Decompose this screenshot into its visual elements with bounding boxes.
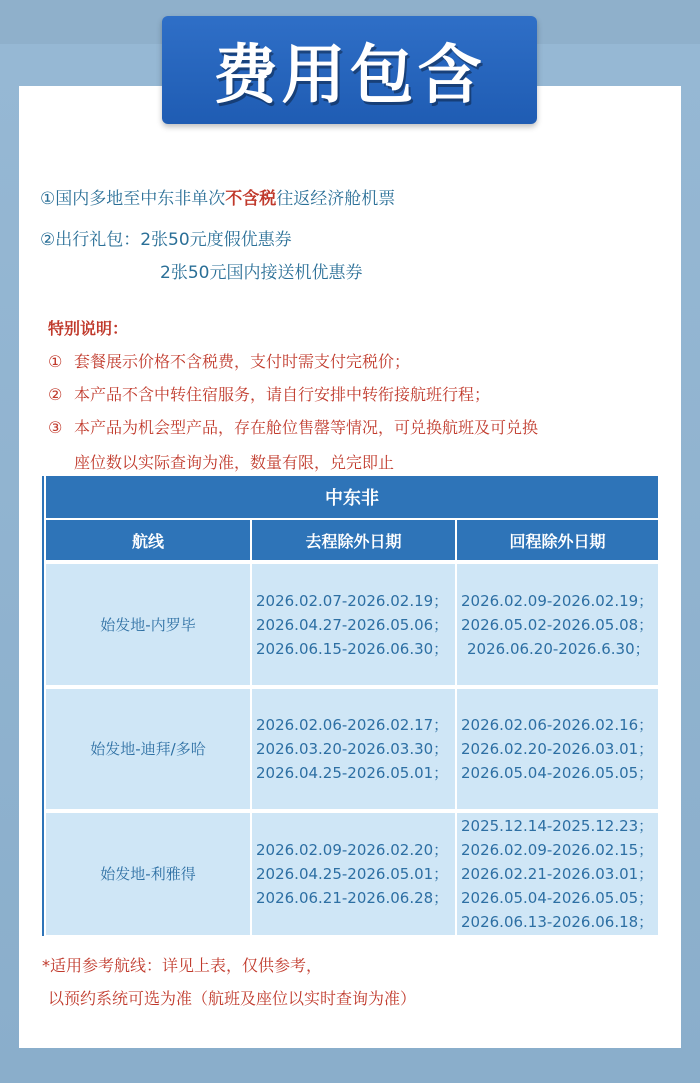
date-range: 2026.02.07-2026.02.19； — [256, 591, 449, 610]
note-text: 套餐展示价格不含税费，支付时需支付完税价； — [74, 352, 411, 371]
table-row-1-route — [46, 564, 250, 685]
route-label: 始发地-迪拜/多哈 — [90, 740, 206, 758]
tax-excluded-highlight: 不含税 — [225, 189, 277, 209]
date-range: 2026.06.20-2026.6.30； — [467, 639, 650, 658]
note-text: 本产品为机会型产品，存在舱位售罄等情况，可兑换航班及可兑换 — [74, 418, 539, 437]
column-header-return: 回程除外日期 — [457, 520, 658, 560]
note-text: 本产品不含中转住宿服务，请自行安排中转衔接航班行程； — [74, 385, 491, 404]
column-header-route: 航线 — [46, 520, 250, 560]
table-row-3-route — [46, 813, 250, 935]
table-row-3-return — [457, 813, 658, 935]
date-range: 2025.12.14-2025.12.23； — [461, 817, 654, 835]
note-number: ③ — [48, 418, 63, 437]
date-range: 2026.02.06-2026.02.16； — [461, 716, 654, 734]
special-note-1 — [48, 349, 410, 372]
table-row-2-route — [46, 689, 250, 809]
title-banner — [162, 16, 537, 124]
footer-note-line1: *适用参考航线：详见上表，仅供参考， — [42, 956, 323, 975]
date-range: 2026.02.20-2026.03.01； — [461, 740, 654, 758]
date-range: 2026.04.25-2026.05.01； — [256, 764, 449, 782]
inclusion-item-1-prefix: ①国内多地至中东非单次 — [40, 189, 226, 209]
date-range: 2026.05.04-2026.05.05； — [461, 764, 654, 782]
note-number: ② — [48, 385, 63, 404]
date-range: 2026.02.09-2026.02.15； — [461, 841, 654, 859]
date-range: 2026.02.09-2026.02.19； — [461, 591, 654, 610]
note-number: ① — [48, 352, 63, 371]
footer-note-line2: 以预约系统可选为准（航班及座位以实时查询为准） — [48, 989, 417, 1008]
column-header-outbound: 去程除外日期 — [252, 520, 455, 560]
date-range: 2026.06.13-2026.06.18； — [461, 913, 654, 931]
inclusion-item-1 — [40, 184, 395, 209]
inclusion-item-1-suffix: 往返经济舱机票 — [276, 189, 396, 209]
date-range: 2026.02.09-2026.02.20； — [256, 841, 449, 859]
route-label: 始发地-利雅得 — [100, 865, 196, 883]
inclusion-item-2: ②出行礼包：2张50元度假优惠券 — [40, 230, 292, 250]
date-range: 2026.02.21-2026.03.01； — [461, 865, 654, 883]
table-left-border — [42, 476, 44, 936]
inclusion-item-2-line2: 2张50元国内接送机优惠券 — [160, 263, 363, 283]
date-range: 2026.06.21-2026.06.28； — [256, 889, 449, 907]
date-range: 2026.05.04-2026.05.05； — [461, 889, 654, 907]
table-row-2-return — [457, 689, 658, 809]
table-row-2-outbound — [252, 689, 455, 809]
route-label: 始发地-内罗毕 — [100, 615, 196, 634]
date-range: 2026.03.20-2026.03.30； — [256, 740, 449, 758]
special-note-3-line2: 座位数以实际查询为准，数量有限，兑完即止 — [74, 453, 395, 472]
table-row-3-outbound — [252, 813, 455, 935]
date-range: 2026.06.15-2026.06.30； — [256, 639, 449, 658]
table-title: 中东非 — [46, 476, 658, 518]
table-row-1-outbound — [252, 564, 455, 685]
table-row-1-return — [457, 564, 658, 685]
date-range: 2026.04.27-2026.05.06； — [256, 615, 449, 634]
special-note-2 — [48, 382, 490, 405]
date-range: 2026.04.25-2026.05.01； — [256, 865, 449, 883]
date-range: 2026.02.06-2026.02.17； — [256, 716, 449, 734]
special-notes-title: 特别说明： — [48, 319, 129, 338]
special-note-3 — [48, 415, 538, 438]
page-title: 费用包含 — [213, 39, 486, 113]
date-range: 2026.05.02-2026.05.08； — [461, 615, 654, 634]
